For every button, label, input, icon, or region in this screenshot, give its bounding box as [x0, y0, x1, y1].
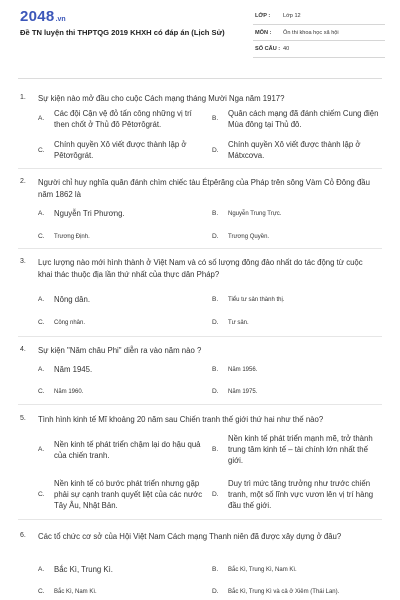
option-c[interactable]: Bắc Kì, Nam Kì. [54, 589, 97, 595]
question-divider [18, 168, 382, 169]
option-letter: C. [38, 388, 45, 395]
page-header [0, 0, 400, 72]
question-number: 4. [20, 346, 26, 353]
header-divider [18, 78, 382, 79]
option-d[interactable]: Tư sản. [228, 320, 249, 326]
question-text: Tình hình kinh tế Mĩ khoảng 20 năm sau Chiến tranh thế giới thứ hai như thế nào? [38, 415, 324, 424]
option-a[interactable]: Nguyễn Tri Phương. [54, 209, 125, 218]
option-letter: A. [38, 296, 45, 303]
option-letter: A. [38, 366, 45, 373]
option-letter: D. [212, 319, 219, 326]
question-divider [18, 519, 382, 520]
option-c[interactable]: Năm 1960. [54, 389, 84, 395]
meta-label: MÔN : [255, 29, 272, 36]
question-divider [18, 248, 382, 249]
meta-row-class [253, 8, 385, 25]
option-letter: A. [38, 566, 45, 573]
meta-value: Lớp 12 [283, 13, 301, 19]
option-letter: B. [212, 210, 219, 217]
question-text: Các tổ chức cơ sở của Hội Việt Nam Cách mạng Thanh niên đã được xây dựng ở đâu? [38, 532, 342, 541]
question-text: Sự kiện "Năm châu Phi" diễn ra vào năm nào ? [38, 346, 202, 355]
question-text: Lực lượng nào mới hình thành ở Việt Nam và có số lượng đông đảo nhất do tác động từ cuộc khai thác thuộc địa lần thứ nhất của thực dân Pháp? [38, 258, 363, 279]
option-b[interactable]: Năm 1956. [228, 367, 258, 373]
meta-label: LỚP : [255, 13, 271, 19]
option-c[interactable]: Công nhân. [54, 320, 86, 326]
option-c[interactable]: Nền kinh tế có bước phát triển nhưng gặp phải sự cạnh tranh quyết liệt của các nước Tây Âu, Nhật Bản. [54, 479, 203, 511]
logo-text: 2048 [20, 8, 55, 25]
option-d[interactable]: Duy trì mức tăng trưởng như trước chiến tranh, một số lĩnh vực vươn lên vị trí hàng đầu thế giới. [228, 479, 374, 511]
option-a[interactable]: Các đội Cận vệ đỏ tấn công những vị trí then chốt ở Thủ đô Pêtơrôgrát. [54, 109, 192, 130]
option-letter: C. [38, 319, 45, 326]
option-letter: B. [212, 366, 219, 373]
option-letter: A. [38, 115, 45, 122]
exam-title: Đề TN luyện thi THPTQG 2019 KHXH có đáp án (Lịch Sử) [20, 28, 225, 37]
meta-row-subject [253, 25, 385, 42]
option-letter: C. [38, 491, 45, 498]
option-b[interactable]: Tiểu tư sản thành thị. [228, 297, 285, 303]
option-b[interactable]: Nguyễn Trung Trực. [228, 211, 282, 217]
meta-value: 40 [283, 46, 290, 52]
option-a[interactable]: Nông dân. [54, 295, 90, 304]
meta-label: SỐ CÂU : [255, 46, 281, 52]
question-text: Sự kiện nào mở đầu cho cuộc Cách mạng tháng Mười Nga năm 1917? [38, 94, 285, 103]
option-b[interactable]: Quân cách mạng đã đánh chiếm Cung điện Mùa đông tại Thủ đô. [228, 109, 379, 130]
meta-row-question-count [253, 41, 385, 58]
option-letter: C. [38, 233, 45, 240]
option-d[interactable]: Trương Quyền. [228, 234, 270, 240]
option-letter: B. [212, 566, 219, 573]
option-c[interactable]: Trương Định. [54, 234, 90, 240]
option-letter: A. [38, 210, 45, 217]
option-letter: D. [212, 388, 219, 395]
option-b[interactable]: Nền kinh tế phát triển mạnh mẽ, trở thành trung tâm kinh tế – tài chính lớn nhất thế giới. [228, 434, 373, 466]
logo-suffix: .vn [55, 16, 66, 23]
option-a[interactable]: Nền kinh tế phát triển chậm lại do hậu quả của chiến tranh. [54, 440, 201, 461]
option-letter: D. [212, 147, 219, 154]
option-a[interactable]: Năm 1945. [54, 365, 93, 374]
question-number: 3. [20, 258, 26, 265]
option-b[interactable]: Bắc Kì, Trung Kì, Nam Kì. [228, 567, 297, 573]
option-letter: B. [212, 296, 219, 303]
option-d[interactable]: Chính quyền Xô viết được thành lập ở Mátxcơva. [228, 140, 361, 161]
question-number: 2. [20, 178, 26, 185]
question-number: 6. [20, 532, 26, 539]
meta-value: Ôn thi khoa học xã hội [283, 29, 339, 36]
question-divider [18, 336, 382, 337]
option-letter: C. [38, 147, 45, 154]
option-letter: C. [38, 588, 45, 595]
question-number: 1. [20, 94, 26, 101]
option-letter: B. [212, 446, 219, 453]
option-d[interactable]: Năm 1975. [228, 389, 258, 395]
option-a[interactable]: Bắc Kì, Trung Kì. [54, 565, 113, 574]
site-logo[interactable] [20, 8, 66, 24]
option-letter: D. [212, 233, 219, 240]
exam-meta-table [253, 8, 385, 58]
option-letter: D. [212, 491, 219, 498]
option-letter: D. [212, 588, 219, 595]
option-letter: A. [38, 446, 45, 453]
question-number: 5. [20, 415, 26, 422]
question-divider [18, 404, 382, 405]
option-c[interactable]: Chính quyền Xô viết được thành lập ở Pêtơrôgrát. [54, 140, 187, 161]
option-letter: B. [212, 115, 219, 122]
option-d[interactable]: Bắc Kì, Trung Kì và cả ở Xiêm (Thái Lan). [228, 589, 340, 595]
question-text: Người chỉ huy nghĩa quân đánh chìm chiếc tàu Étpêrăng của Pháp trên sông Vàm Cỏ Đông đầu năm 1862 là [38, 178, 370, 199]
